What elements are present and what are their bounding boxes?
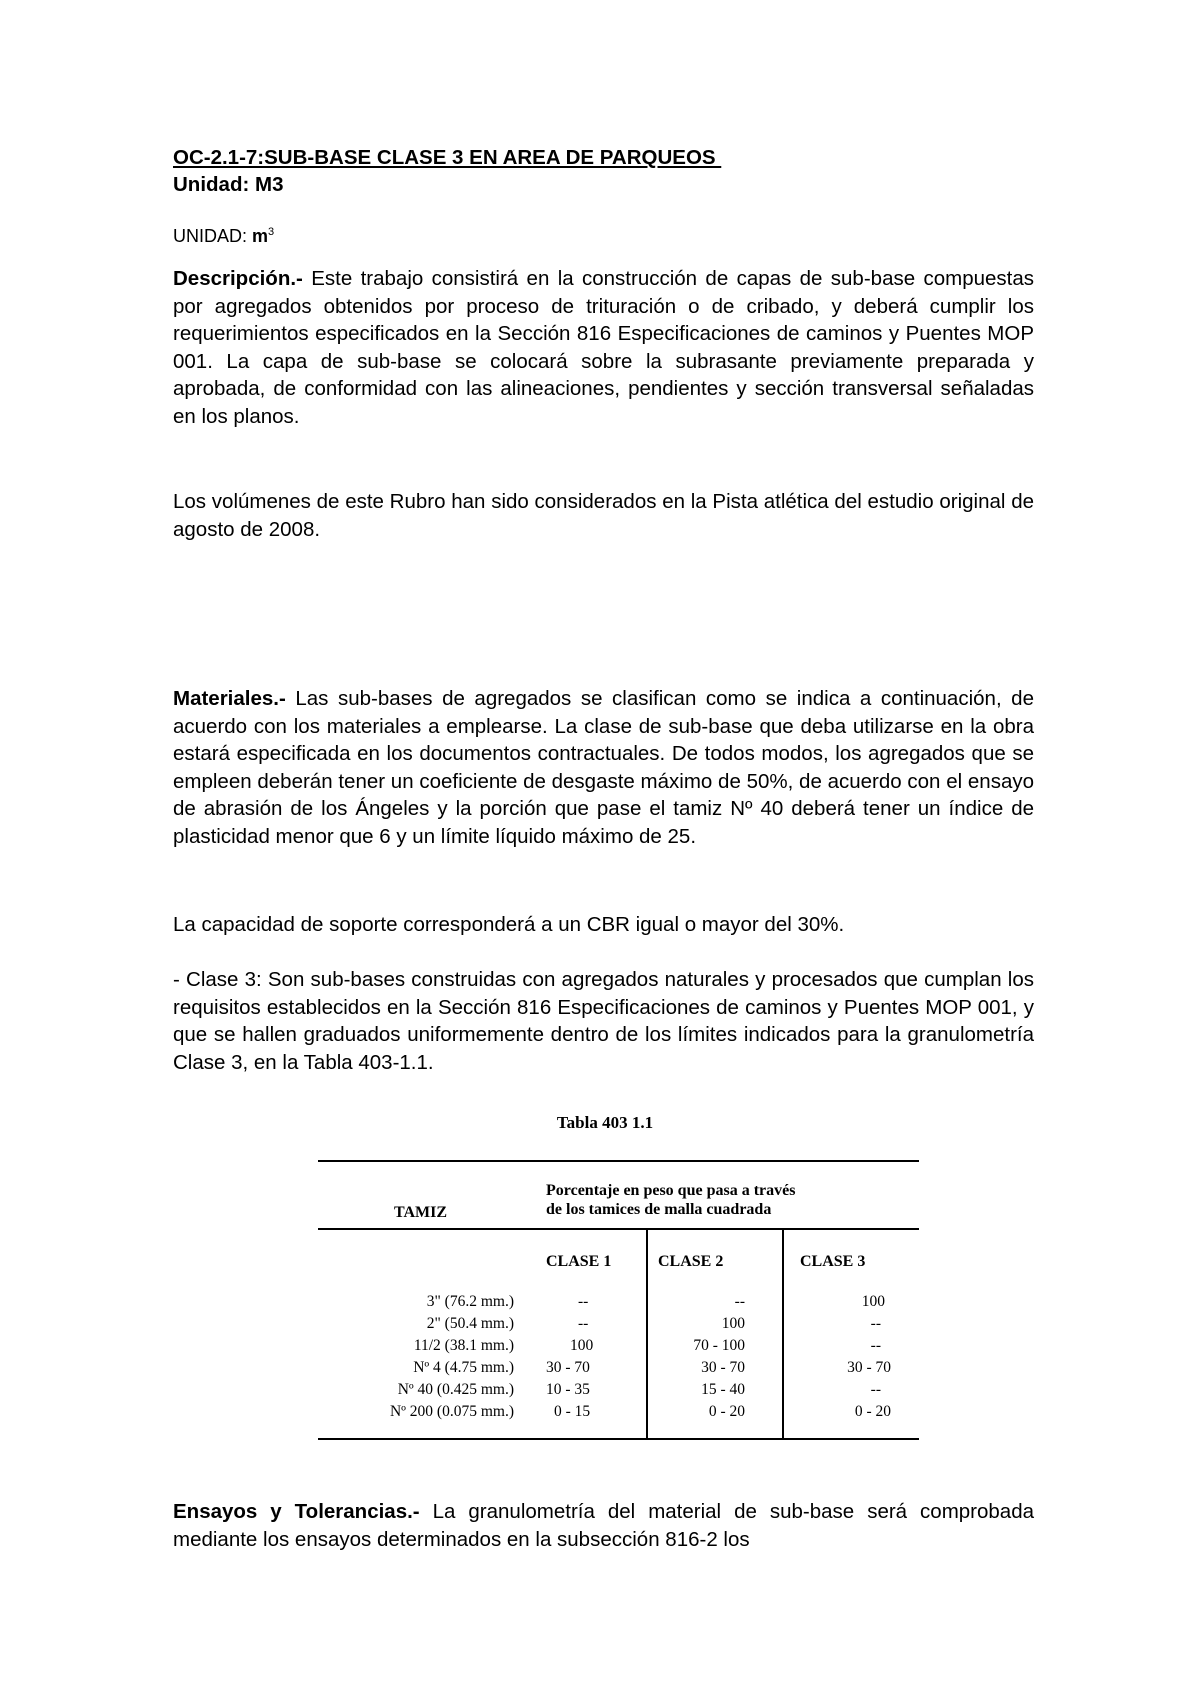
class-1-cell: 30 - 70 xyxy=(546,1359,590,1376)
class-3-cell: -- xyxy=(870,1315,881,1332)
table-top-rule xyxy=(318,1160,919,1162)
unit-label: UNIDAD: xyxy=(173,226,253,246)
class-2-cell: 30 - 70 xyxy=(701,1359,745,1376)
class-3-cell: 100 xyxy=(861,1293,885,1310)
tests-paragraph xyxy=(173,1498,1034,1553)
unit-label-line xyxy=(173,226,274,247)
tamiz-cell: Nº 40 (0.425 mm.) xyxy=(397,1381,514,1398)
table-bottom-rule xyxy=(318,1438,919,1440)
table-header-rule xyxy=(318,1228,919,1230)
description-text: Este trabajo consistirá en la construcción de capas de sub-base compuestas por agregados obtenidos por proceso de trituración o de cribado, y deberá cumplir los requerimientos especificados en la Sección 816 Especificaciones de caminos y Puentes MOP 001. La capa de sub-base se colocará sobre la subrasante previamente preparada y aprobada, de conformidad con las alineaciones, pendientes y sección transversal señaladas en los planos. xyxy=(173,267,1034,428)
class-2-cell: 70 - 100 xyxy=(693,1337,745,1354)
class-1-cell: 10 - 35 xyxy=(546,1381,590,1398)
table-divider-2 xyxy=(782,1228,784,1438)
granulometry-table xyxy=(318,1160,919,1438)
clase3-paragraph: - Clase 3: Son sub-bases construidas con agregados naturales y procesados que cumplan los requisitos establecidos en la Sección 816 Especificaciones de caminos y Puentes MOP 001, y que se hallen graduados uniformemente dentro de los límites indicados para la granulometría Clase 3, en la Tabla 403-1.1. xyxy=(173,968,1034,1074)
class-3-cell: 30 - 70 xyxy=(847,1359,891,1376)
tamiz-cell: 3" (76.2 mm.) xyxy=(426,1293,514,1310)
cbr-paragraph: La capacidad de soporte corresponderá a un CBR igual o mayor del 30%. xyxy=(173,913,845,936)
tamiz-cell: Nº 200 (0.075 mm.) xyxy=(389,1403,514,1420)
class-1-cell: -- xyxy=(578,1315,589,1332)
class-2-cell: 0 - 20 xyxy=(708,1403,745,1420)
column-tamiz-header: TAMIZ xyxy=(394,1204,448,1221)
class-2-cell: 15 - 40 xyxy=(701,1381,745,1398)
tests-text: La granulometría del material de sub-base será comprobada mediante los ensayos determinados en la subsección 816-2 los xyxy=(173,1500,1035,1551)
class-1-header: CLASE 1 xyxy=(546,1253,612,1270)
volumes-paragraph: Los volúmenes de este Rubro han sido considerados en la Pista atlética del estudio original de agosto de 2008. xyxy=(173,490,1034,541)
percent-header-line2: de los tamices de malla cuadrada xyxy=(546,1201,772,1218)
class-3-cell: -- xyxy=(870,1381,881,1398)
class-2-header: CLASE 2 xyxy=(658,1253,724,1270)
class-3-header: CLASE 3 xyxy=(800,1253,866,1270)
class-3-cell: 0 - 20 xyxy=(854,1403,891,1420)
class-1-cell: 0 - 15 xyxy=(554,1403,591,1420)
unit-exponent: 3 xyxy=(268,226,275,238)
class-3-cell: -- xyxy=(870,1337,881,1354)
table-title: Tabla 403 1.1 xyxy=(556,1113,654,1132)
tamiz-cell: 11/2 (38.1 mm.) xyxy=(413,1337,514,1354)
materials-paragraph xyxy=(173,685,1034,851)
materials-lead: Materiales.- xyxy=(173,687,286,710)
tests-lead: Ensayos y Tolerancias.- xyxy=(173,1500,420,1523)
description-lead: Descripción.- xyxy=(173,267,303,290)
class-1-cell: 100 xyxy=(570,1337,594,1354)
tamiz-cell: Nº 4 (4.75 mm.) xyxy=(413,1359,514,1376)
percent-header-line1: Porcentaje en peso que pasa a través xyxy=(546,1182,796,1199)
class-2-cell: 100 xyxy=(721,1315,745,1332)
table-divider-1 xyxy=(646,1228,648,1438)
class-2-cell: -- xyxy=(734,1293,745,1310)
unit-line: Unidad: M3 xyxy=(173,173,284,196)
class-1-cell: -- xyxy=(578,1293,589,1310)
description-paragraph xyxy=(173,265,1034,431)
tamiz-cell: 2" (50.4 mm.) xyxy=(426,1315,514,1332)
section-title: OC-2.1-7:SUB-BASE CLASE 3 EN AREA DE PARQUEOS xyxy=(173,146,722,169)
unit-value: m xyxy=(252,226,269,246)
materials-text: Las sub-bases de agregados se clasifican como se indica a continuación, de acuerdo con los materiales a emplearse. La clase de sub-base que deba utilizarse en la obra estará especificada en los documentos contractuales. De todos modos, los agregados que se empleen deberán tener un coeficiente de desgaste máximo de 50%, de acuerdo con el ensayo de abrasión de los Ángeles y la porción que pase el tamiz Nº 40 deberá tener un índice de plasticidad menor que 6 y un límite líquido máximo de 25. xyxy=(173,687,1034,848)
